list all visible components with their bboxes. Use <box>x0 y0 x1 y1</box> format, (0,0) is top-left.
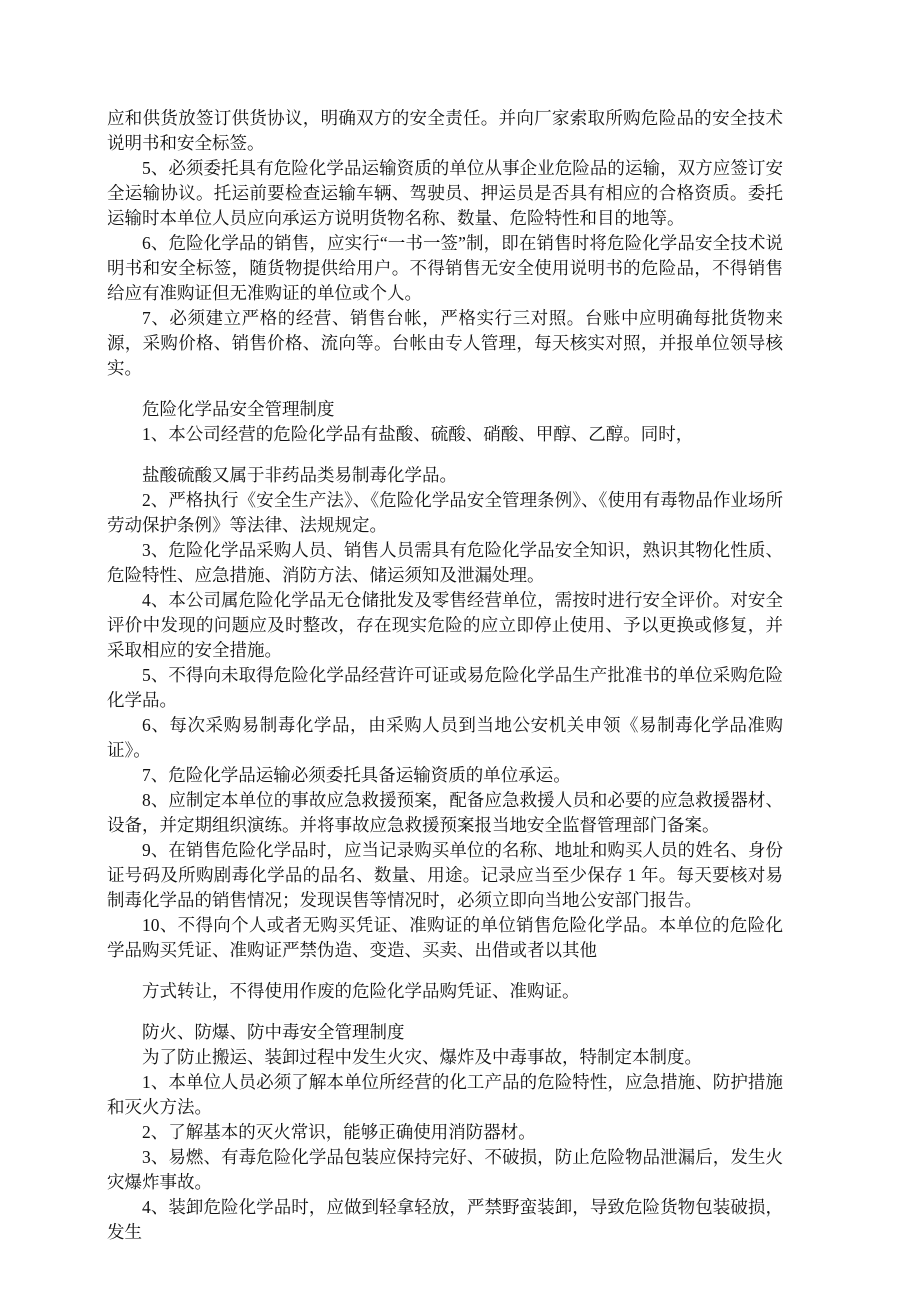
paragraph-purpose: 为了防止搬运、装卸过程中发生火灾、爆炸及中毒事故，特制定本制度。 <box>142 1047 702 1067</box>
paragraph-fire-item-3: 3、易燃、有毒危险化学品包装应保持完好、不破损，防止危险物品泄漏后，发生火灾爆炸事故。 <box>107 1147 783 1192</box>
paragraph-item-4: 4、本公司属危险化学品无仓储批发及零售经营单位，需按时进行安全评价。对安全评价中发现的问题应及时整改，存在现实危险的应立即停止使用、予以更换或修复，并采取相应的安全措施。 <box>107 590 783 660</box>
paragraph-item-7b: 7、危险化学品运输必须委托具备运输资质的单位承运。 <box>142 765 571 785</box>
paragraph-fire-item-1: 1、本单位人员必须了解本单位所经营的化工产品的危险特性，应急措施、防护措施和灭火方法。 <box>107 1072 783 1117</box>
paragraph-fire-item-4: 4、装卸危险化学品时，应做到轻拿轻放，严禁野蛮装卸，导致危险货物包装破损，发生 <box>107 1197 783 1242</box>
paragraph-item-5b: 5、不得向未取得危险化学品经营许可证或易危险化学品生产批准书的单位采购危险化学品。 <box>107 665 783 710</box>
paragraph-item-2: 2、严格执行《安全生产法》、《危险化学品安全管理条例》、《使用有毒物品作业场所劳动保护条例》等法律、法规规定。 <box>107 490 783 535</box>
section-heading-chemical-safety: 危险化学品安全管理制度 <box>142 399 335 419</box>
paragraph-item-8: 8、应制定本单位的事故应急救援预案，配备应急救援人员和必要的应急救援器材、设备，并定期组织演练。并将事故应急救援预案报当地安全监督管理部门备案。 <box>107 790 783 835</box>
paragraph-item-7: 7、必须建立严格的经营、销售台帐，严格实行三对照。台账中应明确每批货物来源，采购价格、销售价格、流向等。台帐由专人管理，每天核实对照，并报单位领导核实。 <box>107 308 783 378</box>
blank-line <box>107 963 783 979</box>
blank-line <box>107 1004 783 1020</box>
paragraph-item-1: 1、本公司经营的危险化学品有盐酸、硫酸、硝酸、甲醇、乙醇。同时， <box>142 424 694 444</box>
blank-line <box>107 447 783 463</box>
paragraph-item-9: 9、在销售危险化学品时，应当记录购买单位的名称、地址和购买人员的姓名、身份证号码及所购剧毒化学品的品名、数量、用途。记录应当至少保存 1 年。每天要核对易制毒化学品的销售情况；发现误售等情况时，必须立即向当地公安部门报告。 <box>107 840 783 910</box>
paragraph-precursor-note: 盐酸硫酸又属于非药品类易制毒化学品。 <box>142 465 457 485</box>
paragraph-item-10-continuation: 方式转让，不得使用作废的危险化学品购凭证、准购证。 <box>142 981 580 1001</box>
paragraph-item-10: 10、不得向个人或者无购买凭证、准购证的单位销售危险化学品。本单位的危险化学品购买凭证、准购证严禁伪造、变造、买卖、出借或者以其他 <box>107 915 783 960</box>
paragraph-fire-item-2: 2、了解基本的灭火常识，能够正确使用消防器材。 <box>142 1122 536 1142</box>
paragraph-item-6b: 6、每次采购易制毒化学品，由采购人员到当地公安机关申领《易制毒化学品准购证》。 <box>107 715 783 760</box>
section-heading-fire-safety: 防火、防爆、防中毒安全管理制度 <box>142 1022 405 1042</box>
paragraph-item-5: 5、必须委托具有危险化学品运输资质的单位从事企业危险品的运输，双方应签订安全运输协议。托运前要检查运输车辆、驾驶员、押运员是否具有相应的合格资质。委托运输时本单位人员应向承运方说明货物名称、数量、危险特性和目的地等。 <box>107 158 783 228</box>
paragraph-item-3: 3、危险化学品采购人员、销售人员需具有危险化学品安全知识，熟识其物化性质、危险特性、应急措施、消防方法、储运须知及泄漏处理。 <box>107 540 783 585</box>
paragraph-item-6: 6、危险化学品的销售，应实行“一书一签”制，即在销售时将危险化学品安全技术说明书和安全标签，随货物提供给用户。不得销售无安全使用说明书的危险品，不得销售给应有准购证但无准购证的单位或个人。 <box>107 233 783 303</box>
blank-line <box>107 381 783 397</box>
paragraph-continuation: 应和供货放签订供货协议，明确双方的安全责任。并向厂家索取所购危险品的安全技术说明书和安全标签。 <box>107 108 783 153</box>
